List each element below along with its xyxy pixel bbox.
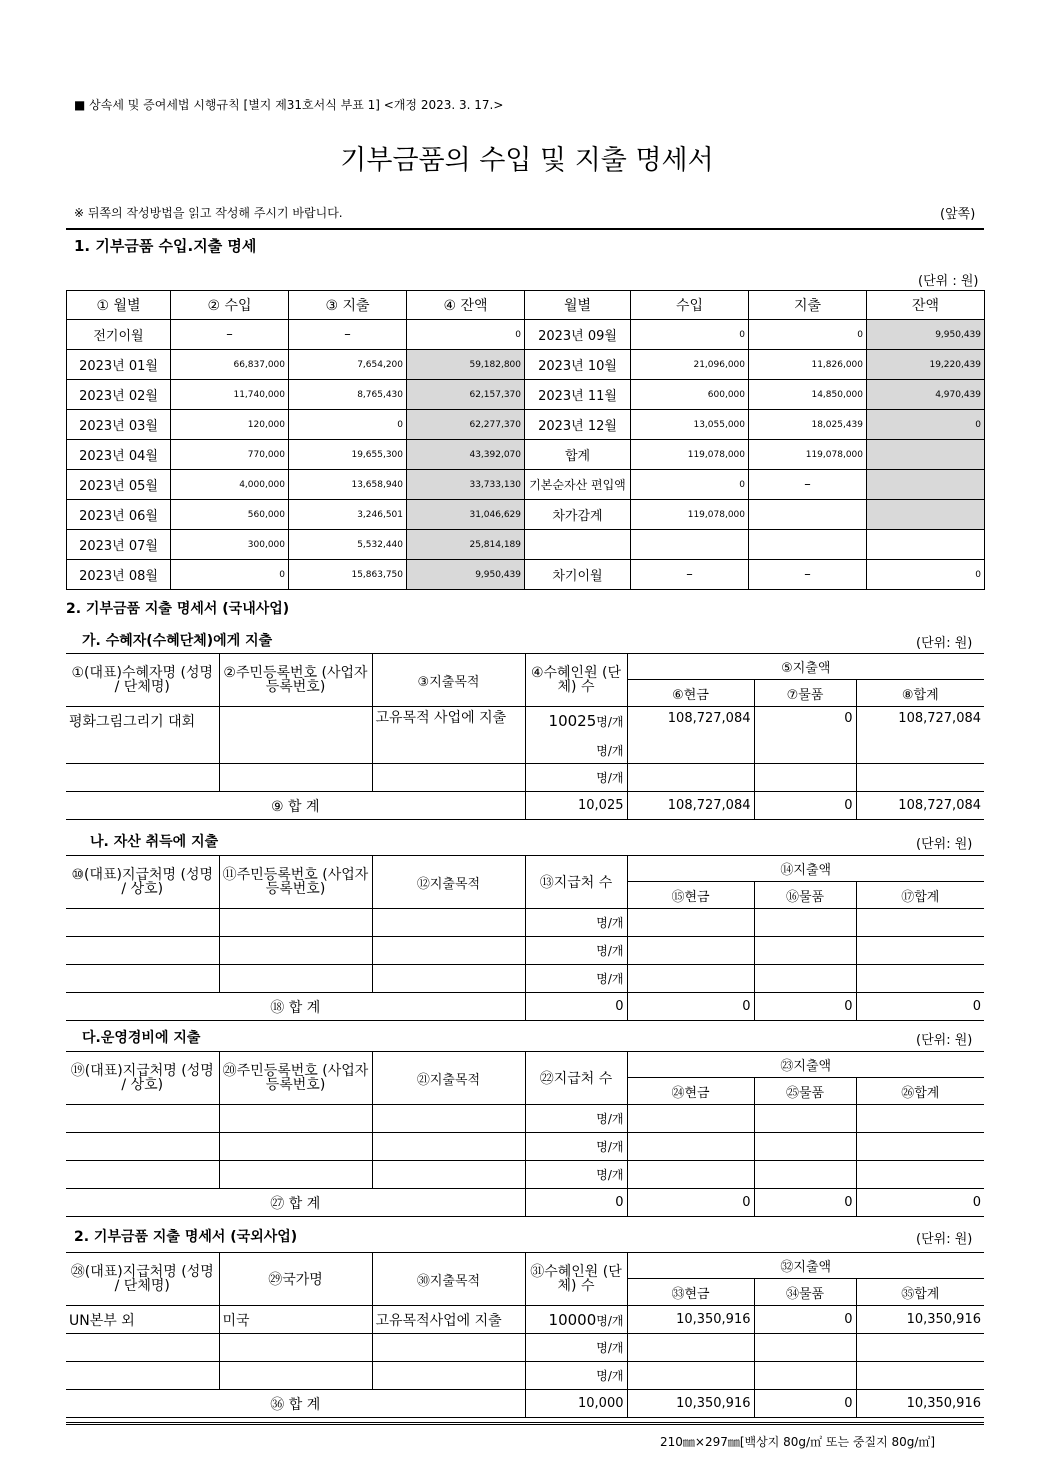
da-h-goods: ㉕물품 bbox=[754, 1078, 856, 1105]
na-r2-unit: 명/개 bbox=[525, 937, 627, 965]
os-h-count: ㉛수혜인원 (단체) 수 bbox=[525, 1253, 627, 1306]
empty-cell bbox=[219, 1334, 372, 1362]
top-rule bbox=[66, 228, 984, 230]
left-month: 2023년 08월 bbox=[67, 560, 171, 590]
ga-sum-goods: 0 bbox=[754, 792, 856, 820]
subsection-da-title: 다.운영경비에 지출 bbox=[82, 1030, 201, 1046]
overseas-table bbox=[66, 1252, 984, 1418]
left-expense: 19,655,300 bbox=[289, 440, 407, 470]
empty-cell bbox=[627, 965, 754, 993]
right-balance: 0 bbox=[867, 410, 985, 440]
empty-cell bbox=[754, 1161, 856, 1189]
os-r1-purpose: 고유목적사업에 지출 bbox=[372, 1306, 525, 1334]
na-sum-label: ⑱ 합 계 bbox=[66, 993, 525, 1021]
da-sum-goods: 0 bbox=[754, 1189, 856, 1217]
left-month: 2023년 03월 bbox=[67, 410, 171, 440]
empty-cell bbox=[219, 909, 372, 937]
empty-cell bbox=[66, 909, 219, 937]
na-h-goods: ⑯물품 bbox=[754, 882, 856, 909]
left-income: 11,740,000 bbox=[171, 380, 289, 410]
table-row bbox=[67, 500, 985, 530]
right-expense bbox=[749, 500, 867, 530]
table-row bbox=[66, 965, 984, 993]
ga-r1-purpose: 고유목적 사업에 지출 bbox=[372, 707, 525, 764]
page-side-label: (앞쪽) bbox=[940, 207, 976, 222]
subsection-na-title: 나. 자산 취득에 지출 bbox=[90, 834, 219, 850]
table-row bbox=[66, 1306, 984, 1334]
empty-cell bbox=[754, 965, 856, 993]
sum-row bbox=[66, 792, 984, 820]
right-month: 2023년 12월 bbox=[525, 410, 631, 440]
empty-cell bbox=[219, 937, 372, 965]
table-row bbox=[66, 1133, 984, 1161]
empty-cell bbox=[627, 1133, 754, 1161]
na-h-cash: ⑮현금 bbox=[627, 882, 754, 909]
empty-cell bbox=[754, 1105, 856, 1133]
left-balance: 0 bbox=[407, 320, 525, 350]
left-balance: 9,950,439 bbox=[407, 560, 525, 590]
right-income: – bbox=[631, 560, 749, 590]
da-h-purpose: ㉑지출목적 bbox=[372, 1052, 525, 1105]
empty-cell bbox=[372, 965, 525, 993]
right-balance bbox=[867, 500, 985, 530]
ga-h-purpose: ③지출목적 bbox=[372, 654, 525, 707]
left-expense: 5,532,440 bbox=[289, 530, 407, 560]
empty-cell bbox=[66, 1334, 219, 1362]
bottom-rule bbox=[66, 1422, 984, 1425]
empty-cell bbox=[754, 1133, 856, 1161]
left-expense: 15,863,750 bbox=[289, 560, 407, 590]
col-balance-2: 잔액 bbox=[867, 291, 985, 320]
col-expense: ③ 지출 bbox=[289, 291, 407, 320]
na-sum-count: 0 bbox=[525, 993, 627, 1021]
left-income: 4,000,000 bbox=[171, 470, 289, 500]
left-income: 770,000 bbox=[171, 440, 289, 470]
right-month: 2023년 10월 bbox=[525, 350, 631, 380]
na-table bbox=[66, 855, 984, 1021]
empty-cell bbox=[372, 1105, 525, 1133]
ga-r2-unit: 명/개 bbox=[596, 744, 624, 758]
os-r1-goods: 0 bbox=[754, 1306, 856, 1334]
os-h-payee: ㉘(대표)지급처명 (성명 / 단체명) bbox=[66, 1253, 219, 1306]
col-balance: ④ 잔액 bbox=[407, 291, 525, 320]
right-expense: – bbox=[749, 560, 867, 590]
os-r1-total: 10,350,916 bbox=[856, 1306, 984, 1334]
right-income: 0 bbox=[631, 320, 749, 350]
empty-cell bbox=[372, 909, 525, 937]
right-income: 21,096,000 bbox=[631, 350, 749, 380]
os-r1-name: UN본부 외 bbox=[66, 1306, 219, 1334]
empty-cell bbox=[219, 965, 372, 993]
os-h-cash: ㉝현금 bbox=[627, 1279, 754, 1306]
os-r1-count bbox=[525, 1306, 627, 1334]
left-balance: 33,733,130 bbox=[407, 470, 525, 500]
col-income: ② 수입 bbox=[171, 291, 289, 320]
right-expense: 14,850,000 bbox=[749, 380, 867, 410]
right-expense: 18,025,439 bbox=[749, 410, 867, 440]
table-row bbox=[66, 1362, 984, 1390]
empty-cell bbox=[66, 1105, 219, 1133]
da-sum-label: ㉗ 합 계 bbox=[66, 1189, 525, 1217]
os-h-total: ㉟합계 bbox=[856, 1279, 984, 1306]
ga-r1-total: 108,727,084 bbox=[856, 707, 984, 764]
empty-cell bbox=[856, 965, 984, 993]
left-balance: 62,277,370 bbox=[407, 410, 525, 440]
legal-reference: ■ 상속세 및 증여세법 시행규칙 [별지 제31호서식 부표 1] <개정 2023. 3. 17.> bbox=[74, 98, 504, 112]
ga-h-amount: ⑤지출액 bbox=[627, 654, 984, 680]
da-sum-count: 0 bbox=[525, 1189, 627, 1217]
os-r1-count-unit: 명/개 bbox=[596, 1314, 624, 1328]
table-row bbox=[66, 937, 984, 965]
empty-cell bbox=[627, 1334, 754, 1362]
os-sum-label: ㊱ 합 계 bbox=[66, 1390, 525, 1418]
table-row bbox=[67, 440, 985, 470]
empty-cell bbox=[66, 1362, 219, 1390]
col-expense-2: 지출 bbox=[749, 291, 867, 320]
na-h-total: ⑰합계 bbox=[856, 882, 984, 909]
da-sum-total: 0 bbox=[856, 1189, 984, 1217]
table-row bbox=[66, 1105, 984, 1133]
empty-cell bbox=[754, 1334, 856, 1362]
right-expense: – bbox=[749, 470, 867, 500]
table-row bbox=[67, 470, 985, 500]
os-h-goods: ㉞물품 bbox=[754, 1279, 856, 1306]
empty-cell bbox=[856, 1105, 984, 1133]
left-balance: 25,814,189 bbox=[407, 530, 525, 560]
left-expense: 8,765,430 bbox=[289, 380, 407, 410]
empty-cell bbox=[219, 1362, 372, 1390]
subsection-ga-unit: (단위: 원) bbox=[916, 636, 973, 651]
empty-cell bbox=[219, 1161, 372, 1189]
empty-cell bbox=[627, 1161, 754, 1189]
empty-cell bbox=[372, 1133, 525, 1161]
empty-cell bbox=[66, 1133, 219, 1161]
table-row bbox=[67, 530, 985, 560]
left-month: 2023년 01월 bbox=[67, 350, 171, 380]
da-h-count: ㉒지급처 수 bbox=[525, 1052, 627, 1105]
section3-unit: (단위: 원) bbox=[916, 1232, 973, 1247]
na-h-amount: ⑭지출액 bbox=[627, 856, 984, 882]
right-balance bbox=[867, 440, 985, 470]
empty-cell bbox=[856, 1334, 984, 1362]
empty-cell bbox=[754, 1362, 856, 1390]
right-expense bbox=[749, 530, 867, 560]
ga-r1-cash: 108,727,084 bbox=[627, 707, 754, 764]
empty-cell bbox=[219, 764, 372, 792]
na-r3-unit: 명/개 bbox=[525, 965, 627, 993]
empty-cell bbox=[627, 909, 754, 937]
ga-r1-count bbox=[525, 707, 627, 764]
right-month: 기본순자산 편입액 bbox=[525, 470, 631, 500]
ga-sum-total: 108,727,084 bbox=[856, 792, 984, 820]
da-h-total: ㉖합계 bbox=[856, 1078, 984, 1105]
left-income: 66,837,000 bbox=[171, 350, 289, 380]
empty-cell bbox=[856, 937, 984, 965]
ga-h-total: ⑧합계 bbox=[856, 680, 984, 707]
da-sum-cash: 0 bbox=[627, 1189, 754, 1217]
right-month: 차기이월 bbox=[525, 560, 631, 590]
ga-h-regno: ②주민등록번호 (사업자등록번호) bbox=[219, 654, 372, 707]
os-sum-cash: 10,350,916 bbox=[627, 1390, 754, 1418]
col-income-2: 수입 bbox=[631, 291, 749, 320]
empty-cell bbox=[66, 764, 219, 792]
os-sum-goods: 0 bbox=[754, 1390, 856, 1418]
left-income: 300,000 bbox=[171, 530, 289, 560]
da-r1-unit: 명/개 bbox=[525, 1105, 627, 1133]
empty-cell bbox=[856, 1161, 984, 1189]
ga-r1-regno bbox=[219, 707, 372, 764]
right-balance bbox=[867, 530, 985, 560]
right-income: 119,078,000 bbox=[631, 500, 749, 530]
subsection-ga-title: 가. 수혜자(수혜단체)에게 지출 bbox=[82, 633, 273, 649]
os-r1-cash: 10,350,916 bbox=[627, 1306, 754, 1334]
ga-r1-count-value: 10025 bbox=[548, 712, 597, 730]
right-balance bbox=[867, 470, 985, 500]
table-header-row bbox=[67, 291, 985, 320]
empty-cell bbox=[66, 1161, 219, 1189]
section3-title: 2. 기부금품 지출 명세서 (국외사업) bbox=[74, 1229, 298, 1245]
page-title: 기부금품의 수입 및 지출 명세서 bbox=[340, 145, 714, 176]
empty-cell bbox=[856, 909, 984, 937]
table-row bbox=[67, 350, 985, 380]
empty-cell bbox=[372, 764, 525, 792]
subsection-na-unit: (단위: 원) bbox=[916, 837, 973, 852]
os-r3-unit: 명/개 bbox=[525, 1362, 627, 1390]
section1-title: 1. 기부금품 수입.지출 명세 bbox=[74, 237, 257, 255]
os-h-purpose: ㉚지출목적 bbox=[372, 1253, 525, 1306]
empty-cell bbox=[627, 764, 754, 792]
right-month: 2023년 11월 bbox=[525, 380, 631, 410]
empty-cell bbox=[372, 1334, 525, 1362]
left-month: 2023년 05월 bbox=[67, 470, 171, 500]
sum-row bbox=[66, 993, 984, 1021]
section1-unit: (단위 : 원) bbox=[918, 274, 979, 289]
da-h-cash: ㉔현금 bbox=[627, 1078, 754, 1105]
left-expense: 3,246,501 bbox=[289, 500, 407, 530]
left-balance: 62,157,370 bbox=[407, 380, 525, 410]
left-expense: 13,658,940 bbox=[289, 470, 407, 500]
ga-r1-name: 평화그림그리기 대회 bbox=[66, 707, 219, 764]
da-table bbox=[66, 1051, 984, 1217]
na-h-purpose: ⑫지출목적 bbox=[372, 856, 525, 909]
table-row bbox=[67, 410, 985, 440]
left-month: 2023년 07월 bbox=[67, 530, 171, 560]
empty-cell bbox=[856, 764, 984, 792]
empty-cell bbox=[372, 1161, 525, 1189]
left-month: 2023년 04월 bbox=[67, 440, 171, 470]
left-expense: – bbox=[289, 320, 407, 350]
right-expense: 0 bbox=[749, 320, 867, 350]
ga-h-cash: ⑥현금 bbox=[627, 680, 754, 707]
right-balance: 4,970,439 bbox=[867, 380, 985, 410]
instruction-note: ※ 뒤쪽의 작성방법을 읽고 작성해 주시기 바랍니다. bbox=[74, 206, 343, 220]
sum-row bbox=[66, 1390, 984, 1418]
right-income: 600,000 bbox=[631, 380, 749, 410]
empty-cell bbox=[219, 1105, 372, 1133]
right-income: 119,078,000 bbox=[631, 440, 749, 470]
na-r1-unit: 명/개 bbox=[525, 909, 627, 937]
empty-cell bbox=[856, 1133, 984, 1161]
os-sum-count: 10,000 bbox=[525, 1390, 627, 1418]
right-expense: 11,826,000 bbox=[749, 350, 867, 380]
left-expense: 7,654,200 bbox=[289, 350, 407, 380]
table-row bbox=[66, 1161, 984, 1189]
table-row bbox=[67, 380, 985, 410]
right-balance: 19,220,439 bbox=[867, 350, 985, 380]
left-income: – bbox=[171, 320, 289, 350]
na-sum-total: 0 bbox=[856, 993, 984, 1021]
os-r1-country: 미국 bbox=[219, 1306, 372, 1334]
os-h-amount: ㉜지출액 bbox=[627, 1253, 984, 1279]
os-sum-total: 10,350,916 bbox=[856, 1390, 984, 1418]
ga-sum-cash: 108,727,084 bbox=[627, 792, 754, 820]
empty-cell bbox=[754, 909, 856, 937]
left-balance: 31,046,629 bbox=[407, 500, 525, 530]
table-row bbox=[67, 320, 985, 350]
empty-cell bbox=[754, 764, 856, 792]
empty-cell bbox=[372, 937, 525, 965]
ga-sum-count: 10,025 bbox=[525, 792, 627, 820]
table-row bbox=[66, 909, 984, 937]
table-row bbox=[66, 707, 984, 764]
empty-cell bbox=[627, 1362, 754, 1390]
left-month: 전기이월 bbox=[67, 320, 171, 350]
paper-spec: 210㎜×297㎜[백상지 80g/㎡ 또는 중질지 80g/㎡] bbox=[660, 1435, 936, 1449]
subsection-da-unit: (단위: 원) bbox=[916, 1033, 973, 1048]
na-h-count: ⑬지급처 수 bbox=[525, 856, 627, 909]
table-row bbox=[66, 764, 984, 792]
sum-row bbox=[66, 1189, 984, 1217]
na-h-regno: ⑪주민등록번호 (사업자등록번호) bbox=[219, 856, 372, 909]
left-income: 560,000 bbox=[171, 500, 289, 530]
na-sum-goods: 0 bbox=[754, 993, 856, 1021]
right-month: 합계 bbox=[525, 440, 631, 470]
empty-cell bbox=[372, 1362, 525, 1390]
empty-cell bbox=[219, 1133, 372, 1161]
empty-cell bbox=[754, 937, 856, 965]
os-r1-count-value: 10000 bbox=[548, 1311, 597, 1329]
right-month: 2023년 09월 bbox=[525, 320, 631, 350]
right-balance: 9,950,439 bbox=[867, 320, 985, 350]
table-row bbox=[67, 560, 985, 590]
right-income: 0 bbox=[631, 470, 749, 500]
ga-h-recipient: ①(대표)수혜자명 (성명 / 단체명) bbox=[66, 654, 219, 707]
right-income: 13,055,000 bbox=[631, 410, 749, 440]
da-h-regno: ⑳주민등록번호 (사업자등록번호) bbox=[219, 1052, 372, 1105]
os-r2-unit: 명/개 bbox=[525, 1334, 627, 1362]
empty-cell bbox=[627, 937, 754, 965]
col-month-2: 월별 bbox=[525, 291, 631, 320]
ga-h-count: ④수혜인원 (단체) 수 bbox=[525, 654, 627, 707]
col-month: ① 월별 bbox=[67, 291, 171, 320]
ga-r1-goods: 0 bbox=[754, 707, 856, 764]
left-income: 0 bbox=[171, 560, 289, 590]
na-sum-cash: 0 bbox=[627, 993, 754, 1021]
na-h-payee: ⑩(대표)지급처명 (성명 / 상호) bbox=[66, 856, 219, 909]
left-income: 120,000 bbox=[171, 410, 289, 440]
right-month: 차가감계 bbox=[525, 500, 631, 530]
right-expense: 119,078,000 bbox=[749, 440, 867, 470]
empty-cell bbox=[66, 937, 219, 965]
ga-sum-label: ⑨ 합 계 bbox=[66, 792, 525, 820]
left-balance: 43,392,070 bbox=[407, 440, 525, 470]
right-income bbox=[631, 530, 749, 560]
table-row bbox=[66, 1334, 984, 1362]
ga-h-goods: ⑦물품 bbox=[754, 680, 856, 707]
empty-cell bbox=[627, 1105, 754, 1133]
os-h-country: ㉙국가명 bbox=[219, 1253, 372, 1306]
left-expense: 0 bbox=[289, 410, 407, 440]
left-month: 2023년 06월 bbox=[67, 500, 171, 530]
empty-cell bbox=[66, 965, 219, 993]
da-h-payee: ⑲(대표)지급처명 (성명 / 상호) bbox=[66, 1052, 219, 1105]
ga-table bbox=[66, 653, 984, 820]
income-expense-table bbox=[66, 290, 985, 590]
da-r2-unit: 명/개 bbox=[525, 1133, 627, 1161]
da-r3-unit: 명/개 bbox=[525, 1161, 627, 1189]
ga-r1-count-unit: 명/개 bbox=[596, 715, 624, 729]
section2-title: 2. 기부금품 지출 명세서 (국내사업) bbox=[66, 601, 290, 617]
ga-r3-unit: 명/개 bbox=[525, 764, 627, 792]
right-month bbox=[525, 530, 631, 560]
left-month: 2023년 02월 bbox=[67, 380, 171, 410]
left-balance: 59,182,800 bbox=[407, 350, 525, 380]
right-balance: 0 bbox=[867, 560, 985, 590]
empty-cell bbox=[856, 1362, 984, 1390]
da-h-amount: ㉓지출액 bbox=[627, 1052, 984, 1078]
